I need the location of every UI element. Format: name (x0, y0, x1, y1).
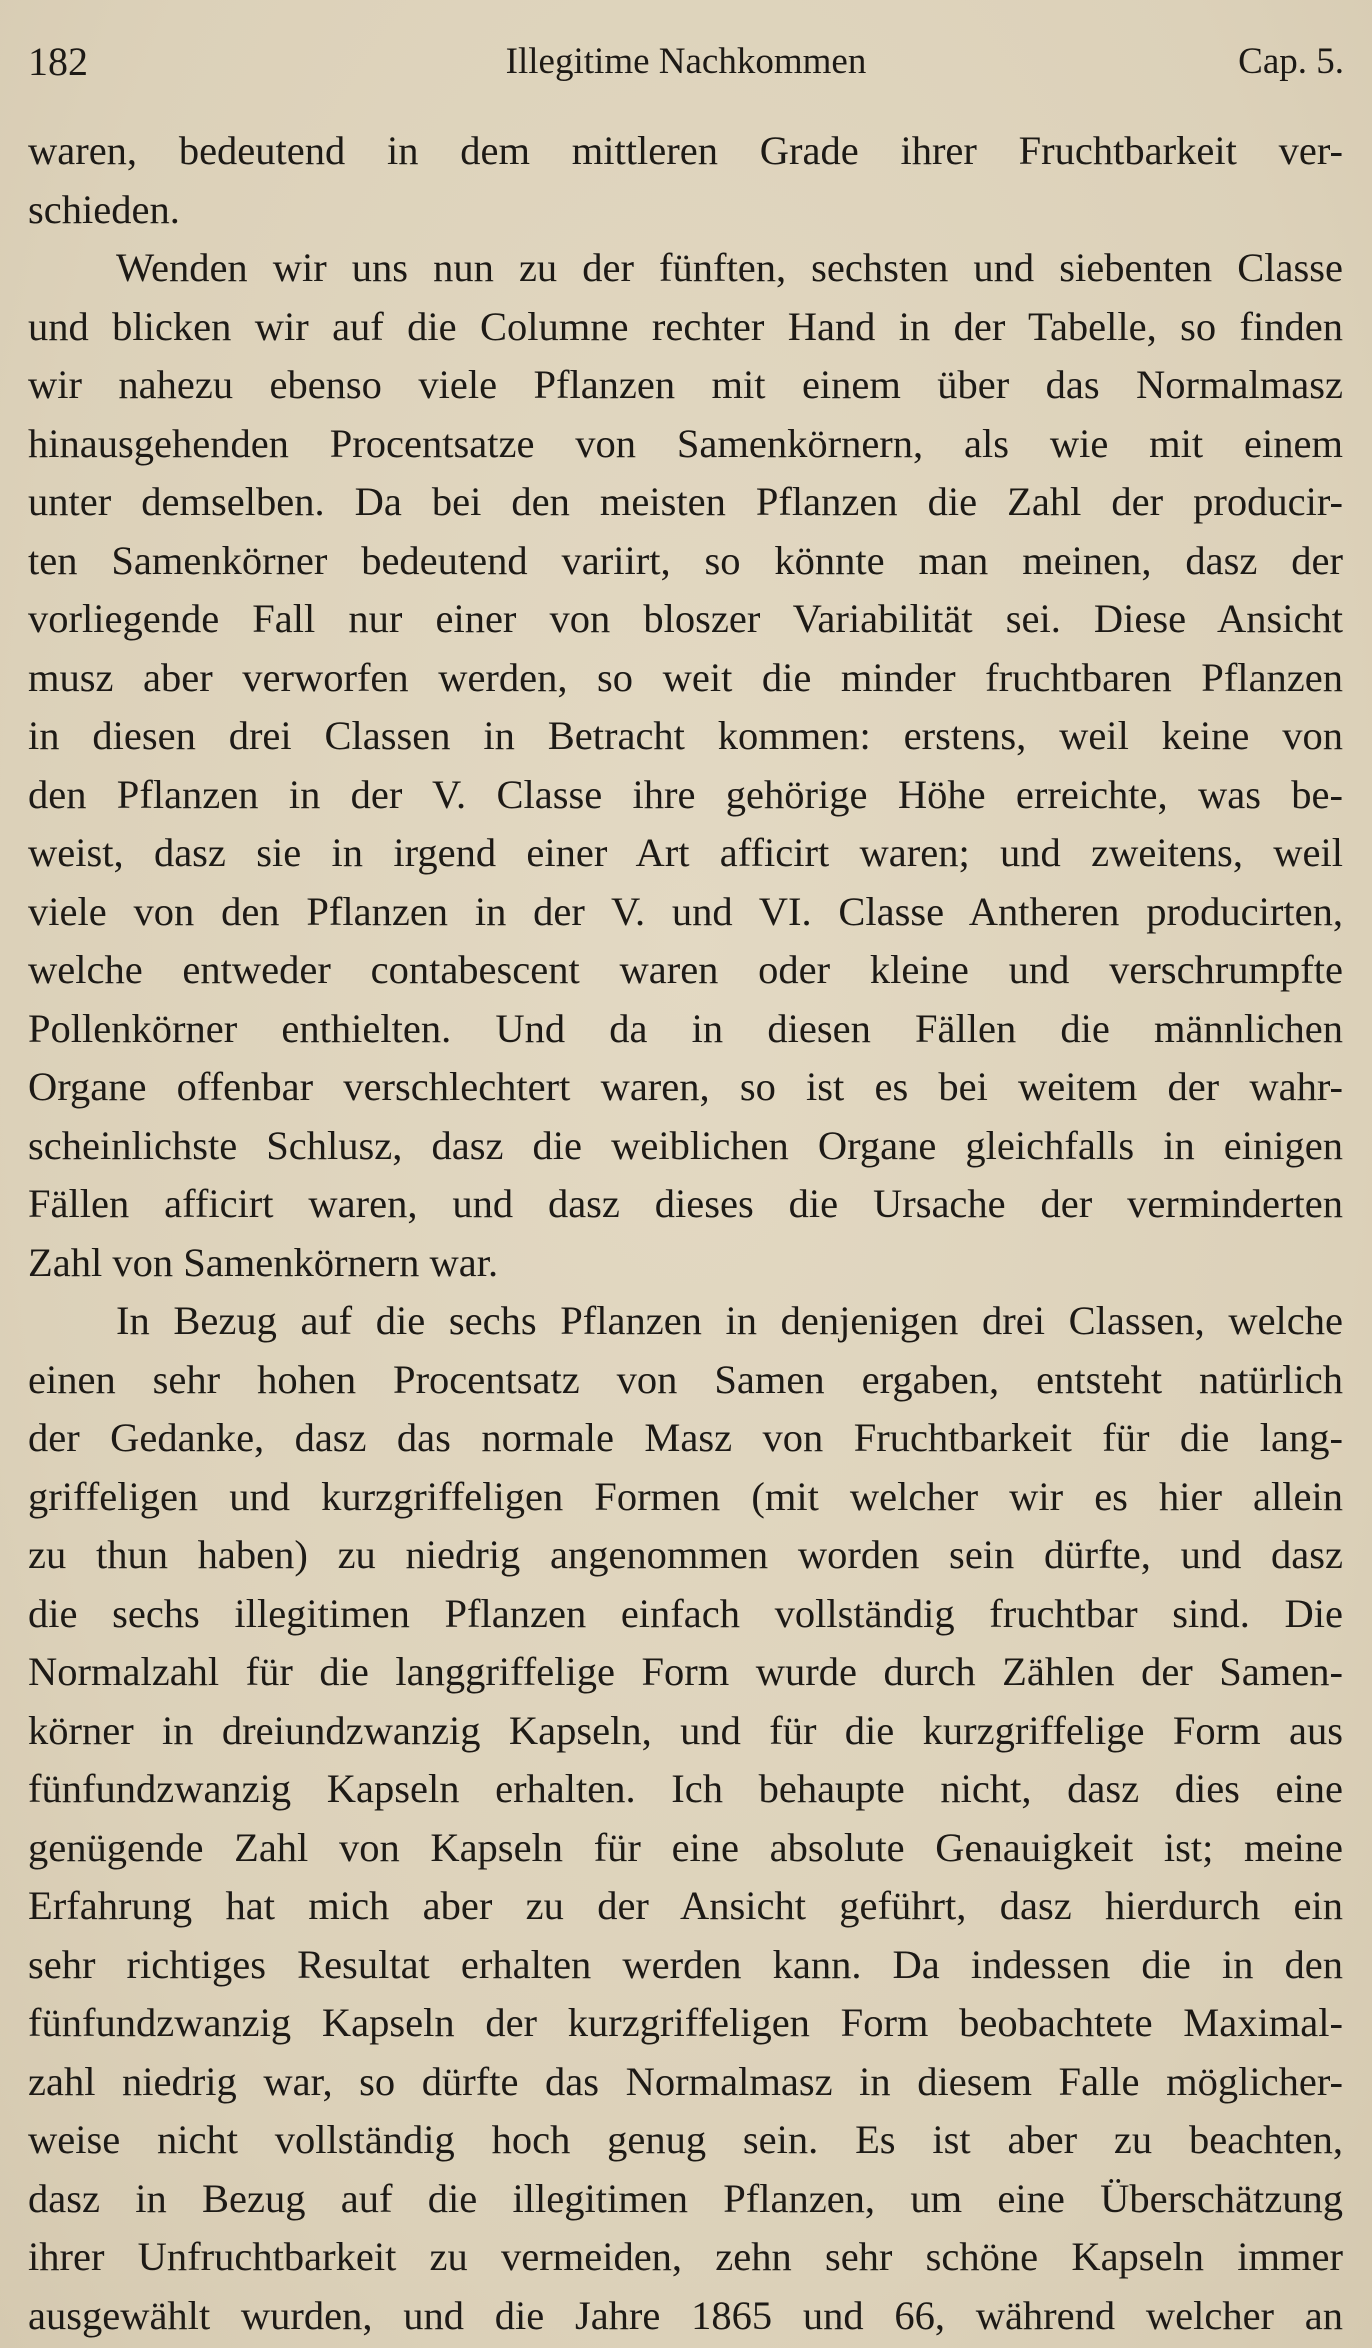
text-line: scheinlichste Schlusz, dasz die weiblichen Organe gleichfalls in einigen (28, 1122, 1343, 1168)
text-line: sehr richtiges Resultat erhalten werden kann. Da indessen die in den (28, 1941, 1343, 1987)
text-line: in diesen drei Classen in Betracht kommen: erstens, weil keine von (28, 713, 1343, 758)
page-number: 182 (28, 39, 88, 84)
text-line: viele von den Pflanzen in der V. und VI. Classe Antheren producirten, (28, 888, 1343, 934)
text-line: fünfundzwanzig Kapseln erhalten. Ich behaupte nicht, dasz dies eine (28, 1766, 1343, 1811)
text-line: und blicken wir auf die Columne rechter Hand in der Tabelle, so finden (28, 303, 1343, 349)
body-text (28, 122, 1343, 2345)
text-line: der Gedanke, dasz das normale Masz von Fruchtbarkeit für die lang- (28, 1415, 1343, 1460)
chapter-label: Cap. 5. (1238, 41, 1344, 82)
text-line: den Pflanzen in der V. Classe ihre gehörige Höhe erreichte, was be- (28, 771, 1343, 817)
text-line: weise nicht vollständig hoch genug sein. Es ist aber zu beachten, (28, 2117, 1343, 2162)
paragraph (28, 122, 1343, 239)
paragraph (28, 1292, 1343, 2345)
text-line: dasz in Bezug auf die illegitimen Pflanzen, um eine Überschätzung (28, 2175, 1343, 2221)
text-line: Pollenkörner enthielten. Und da in diesen Fällen die männlichen (28, 1005, 1343, 1051)
text-line: Fällen afficirt waren, und dasz dieses die Ursache der verminderten (28, 1181, 1343, 1226)
text-line: fünfundzwanzig Kapseln der kurzgriffeligen Form beobachtete Maximal- (28, 2000, 1343, 2045)
text-line: die sechs illegitimen Pflanzen einfach vollständig fruchtbar sind. Die (28, 1590, 1343, 1636)
text-line: zahl niedrig war, so dürfte das Normalmasz in diesem Falle möglicher- (28, 2058, 1343, 2104)
text-line: griffeligen und kurzgriffeligen Formen (mit welcher wir es hier allein (28, 1473, 1343, 1519)
text-line: In Bezug auf die sechs Pflanzen in denjenigen drei Classen, welche (116, 1298, 1343, 1343)
text-line: Zahl von Samenkörnern war. (28, 1239, 499, 1285)
text-line: ausgewählt wurden, und die Jahre 1865 und 66, während welcher an (28, 2292, 1343, 2338)
text-line: zu thun haben) zu niedrig angenommen worden sein dürfte, und dasz (28, 1532, 1343, 1577)
text-line: Erfahrung hat mich aber zu der Ansicht geführt, dasz hierdurch ein (28, 1883, 1343, 1928)
text-line: einen sehr hohen Procentsatz von Samen ergaben, entsteht natürlich (28, 1356, 1343, 1402)
text-line: körner in dreiundzwanzig Kapseln, und für die kurzgriffelige Form aus (28, 1707, 1343, 1753)
text-line: ihrer Unfruchtbarkeit zu vermeiden, zehn sehr schöne Kapseln immer (28, 2234, 1343, 2279)
running-title: Illegitime Nachkommen (505, 41, 867, 82)
text-line: Normalzahl für die langgriffelige Form wurde durch Zählen der Samen- (28, 1649, 1343, 1694)
text-line: Organe offenbar verschlechtert waren, so ist es bei weitem der wahr- (28, 1064, 1343, 1109)
text-line: unter demselben. Da bei den meisten Pflanzen die Zahl der producir- (28, 479, 1343, 524)
text-line: weist, dasz sie in irgend einer Art afficirt waren; und zweitens, weil (28, 830, 1343, 875)
text-line: waren, bedeutend in dem mittleren Grade ihrer Fruchtbarkeit ver- (28, 128, 1343, 173)
text-line: genügende Zahl von Kapseln für eine absolute Genauigkeit ist; meine (28, 1824, 1343, 1870)
page-header (28, 38, 1344, 86)
text-line: musz aber verworfen werden, so weit die minder fruchtbaren Pflanzen (28, 654, 1343, 700)
text-line: welche entweder contabescent waren oder kleine und verschrumpfte (28, 947, 1343, 992)
text-line: vorliegende Fall nur einer von bloszer Variabilität sei. Diese Ansicht (28, 596, 1343, 641)
text-line: Wenden wir uns nun zu der fünften, sechsten und siebenten Classe (116, 245, 1343, 290)
text-line: wir nahezu ebenso viele Pflanzen mit einem über das Normalmasz (28, 362, 1343, 407)
text-line: ten Samenkörner bedeutend variirt, so könnte man meinen, dasz der (28, 537, 1343, 583)
paragraph (28, 239, 1343, 1292)
text-line: schieden. (28, 186, 180, 232)
text-line: hinausgehenden Procentsatze von Samenkörnern, als wie mit einem (28, 420, 1343, 466)
